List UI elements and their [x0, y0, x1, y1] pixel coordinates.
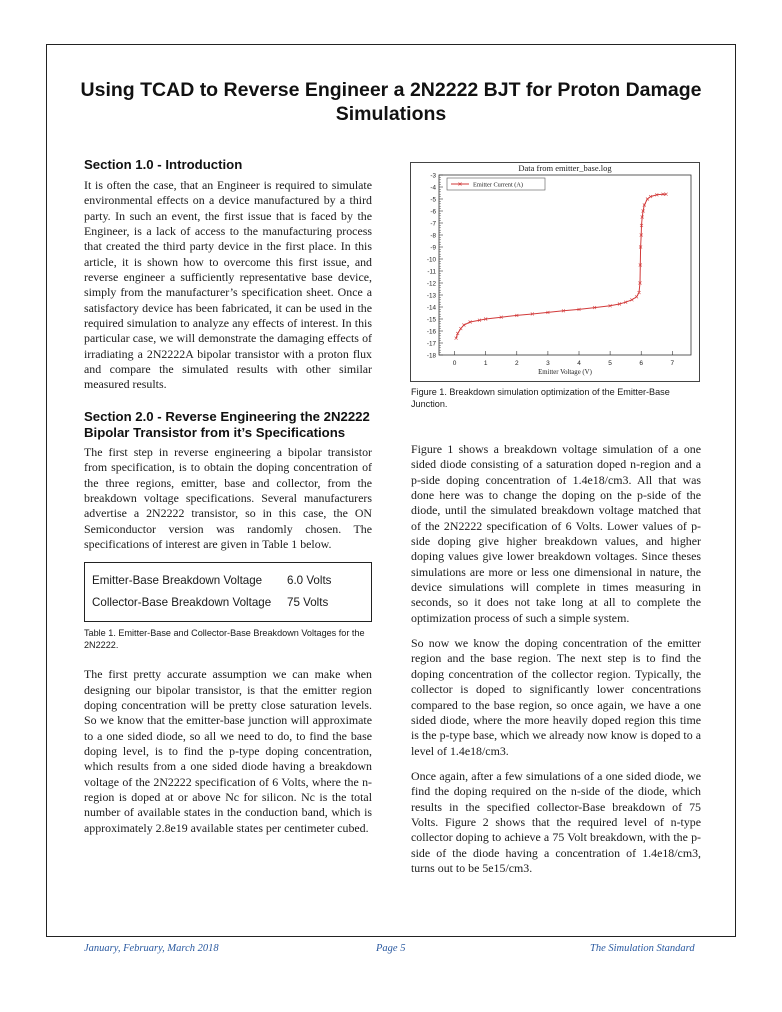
article-title: Using TCAD to Reverse Engineer a 2N2222 BJT for Proton Damage Simulations — [80, 79, 702, 125]
y-tick-label: -8 — [430, 232, 436, 240]
section-2-paragraph-1: The first step in reverse engineering a bipolar transistor from specification, is to obtain the doping concentration of the three regions, emitter, base and collector, from the breakdown voltage specifications. Several manufacturers advertise a 2N2222 transistor, so in this case, the ON Semiconductor version was randomly chosen. The specifications of interest are given in Table 1 below. — [84, 444, 372, 551]
left-column — [84, 157, 372, 836]
x-axis-label: Emitter Voltage (V) — [538, 369, 592, 376]
chart-title: Data from emitter_base.log — [518, 163, 612, 173]
right-paragraph-1: Figure 1 shows a breakdown voltage simulation of a one sided diode consisting of a saturation doped n-region and a p-side doping concentration of 1.4e18/cm3. All that was done here was to change the doping on the p-side of the diode, until the simulated breakdown voltage matched that of the 2N2222 specification of 6 Volts. Lower values of p-side doping give higher breakdown values, and higher doping values give lower breakdown voltages. Since theses simulations are more or less one dimensional in nature, the device simulations will complete in times measuring in seconds, so it does not take long at all to complete the optimization process of such a simple system. — [411, 442, 701, 625]
footer-page-number: Page 5 — [376, 943, 406, 954]
table-cell-label: Collector-Base Breakdown Voltage — [92, 596, 272, 610]
x-tick-label: 3 — [546, 360, 550, 367]
y-tick-label: -4 — [430, 184, 436, 192]
y-tick-label: -12 — [426, 280, 436, 288]
x-tick-label: 7 — [670, 360, 675, 367]
y-tick-label: -3 — [430, 172, 436, 180]
right-paragraph-3: Once again, after a few simulations of a one sided diode, we find the doping required on the n-side of the diode, which results in the specified collector-Base breakdown of 75 Volts. Figure 2 shows that the required level of n-type collector doping to achieve a 75 Volt breakdown, with the p-side of the diode having a concentration of 1.4e18/cm3, turns out to be 5e15/cm3. — [411, 768, 701, 875]
x-tick-label: 4 — [577, 360, 581, 367]
table-row — [92, 570, 371, 592]
figure-1-chart — [410, 162, 700, 382]
footer-publication: The Simulation Standard — [590, 943, 695, 954]
y-tick-label: -10 — [426, 256, 436, 264]
y-tick-label: -11 — [427, 268, 436, 276]
x-tick-label: 5 — [608, 360, 612, 367]
breakdown-chart-svg — [411, 163, 699, 381]
y-tick-label: -13 — [426, 292, 436, 300]
table-row — [92, 592, 371, 614]
table-cell-label: Emitter-Base Breakdown Voltage — [92, 574, 263, 588]
plot-area — [439, 175, 691, 355]
table-1-caption: Table 1. Emitter-Base and Collector-Base Breakdown Voltages for the 2N2222. — [84, 628, 365, 650]
data-point — [459, 327, 462, 330]
footer-date: January, February, March 2018 — [84, 943, 219, 954]
x-tick-label: 2 — [514, 360, 519, 367]
y-tick-label: -16 — [426, 328, 436, 336]
y-tick-label: -6 — [430, 208, 436, 216]
x-tick-label: 0 — [452, 360, 457, 367]
section-2-heading: Section 2.0 - Reverse Engineering the 2N2222 Bipolar Transistor from it’s Specifications — [84, 408, 370, 440]
breakdown-voltage-table — [84, 562, 372, 622]
y-tick-label: -5 — [430, 196, 436, 204]
x-tick-label: 6 — [639, 360, 644, 367]
y-tick-label: -18 — [426, 352, 436, 360]
y-tick-label: -7 — [430, 220, 436, 228]
series-line — [456, 194, 666, 338]
right-column — [411, 387, 701, 876]
section-2-paragraph-2: The first pretty accurate assumption we can make when designing our bipolar transistor, is that the emitter region doping concentration will be pretty close saturation levels. So we know that the emitter-base junction will approximate to a one sided diode, so all we need to do, to find the base doping level, is to find the p-type doping concentration, which results from a one sided diode having a breakdown voltage of the 2N2222 specification of 6 Volts, where the n-region is doped at or above Nc for silicon. Nc is the total number of available states in the conduction band, which is approximately 2.8e19 available states per centimeter cubed. — [84, 667, 372, 835]
figure-1-caption: Figure 1. Breakdown simulation optimization of the Emitter-Base Junction. — [411, 387, 670, 409]
data-point — [635, 295, 638, 298]
y-tick-label: -15 — [426, 316, 436, 324]
right-paragraph-2: So now we know the doping concentration of the emitter region and the base region. The next step is to find the doping concentration of the collector region. Typically, the collector is doped to significantly lower concentrations compared to the base region, so once again, we have a one sided diode, where the more heavily doped region this time is the p-type base, which we already now know is doped to a level of 1.4e18/cm3. — [411, 636, 701, 758]
y-tick-label: -14 — [426, 304, 436, 312]
section-1-paragraph: It is often the case, that an Engineer is required to simulate environmental effects on a device manufactured by a third party. In such an event, the first issue that is faced by the Engineer, is a lack of access to the manufacturing process that created the third party device in the first place. In this article, it is shown how to overcome this first issue, and reverse engineer a sufficiently representative base device, simply from the manufacturer’s specification sheet. Once a satisfactory device has been fabricated, it can be used in the required simulation to analyze any effects of interest. In this particular case, we will demonstrate the damaging effects of irradiating a 2N2222A bipolar transistor with a proton flux and compare the simulated results with other similar measured results. — [84, 178, 372, 392]
legend-label: Emitter Current (A) — [473, 181, 524, 189]
section-1-heading: Section 1.0 - Introduction — [84, 157, 243, 172]
x-tick-label: 1 — [483, 360, 488, 367]
table-cell-value: 75 Volts — [287, 596, 329, 610]
data-point — [646, 198, 649, 201]
y-tick-label: -9 — [430, 244, 436, 252]
table-cell-value: 6.0 Volts — [287, 574, 332, 588]
y-tick-label: -17 — [426, 340, 436, 348]
